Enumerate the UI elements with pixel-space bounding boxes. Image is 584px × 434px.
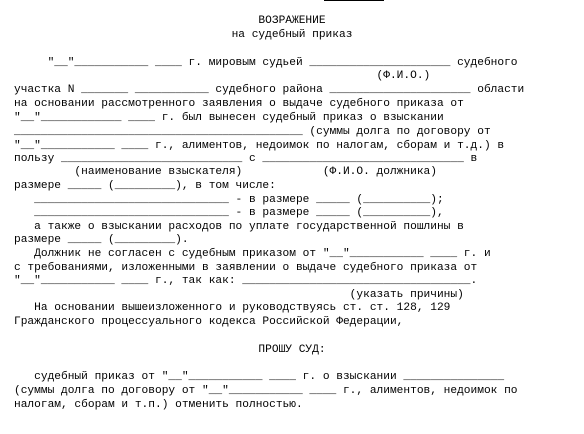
text-line: (суммы долга по договору от "__"___________ ____ г., алиментов, недоимок по: [14, 385, 518, 397]
caption-line: (наименование взыскателя) (Ф.И.О. должника): [14, 166, 437, 178]
text-line: "__"___________ ____ г., алиментов, недоимок по налогам, сборам и т.д.) в: [14, 140, 505, 152]
text-line: судебный приказ от "__"___________ ____ г. о взыскании _______________: [14, 371, 505, 383]
caption-line: (указать причины): [14, 289, 464, 301]
text-line: участка N _______ ___________ судебного района _____________________ области: [14, 84, 525, 96]
text-line: на основании рассмотренного заявления о выдаче судебного приказа от: [14, 98, 464, 110]
text-line: Гражданского процессуального кодекса Российской Федерации,: [14, 316, 404, 328]
text-line: размере _____ (_________).: [14, 234, 189, 246]
document-title: ВОЗРАЖЕНИЕ: [258, 15, 326, 27]
text-line: _____________________________ - в размере _____ (__________);: [14, 194, 444, 206]
text-line: _____________________________ - в размере _____ (__________),: [14, 207, 444, 219]
caption-line: (Ф.И.О.): [14, 70, 431, 82]
text-line: "__"____________ ____ г. был вынесен судебный приказ о взыскании: [14, 112, 444, 124]
document-subtitle: на судебный приказ: [231, 29, 353, 41]
text-line: "__"___________ ____ г., так как: __________________________________.: [14, 275, 478, 287]
text-line: с требованиями, изложенными в заявлении о выдаче судебного приказа от: [14, 262, 478, 274]
top-signature-line: [324, 0, 384, 1]
text-line: ___________________________________________ (суммы долга по договору от: [14, 126, 491, 138]
text-line: На основании вышеизложенного и руководствуясь ст. ст. 128, 129: [14, 302, 451, 314]
text-line: пользу ___________________________ с ______________________________ в: [14, 153, 478, 165]
text-line: налогам, сборам и т.п.) отменить полностью.: [14, 399, 303, 411]
text-line: Должник не согласен с судебным приказом от "__"___________ ____ г. и: [14, 248, 491, 260]
text-line: размере _____ (_________), в том числе:: [14, 180, 276, 192]
text-line: "__"___________ ____ г. мировым судьей _____________________ судебного: [14, 57, 518, 69]
text-line: а также о взыскании расходов по уплате государственной пошлины в: [14, 221, 464, 233]
section-heading: ПРОШУ СУД:: [258, 344, 326, 356]
